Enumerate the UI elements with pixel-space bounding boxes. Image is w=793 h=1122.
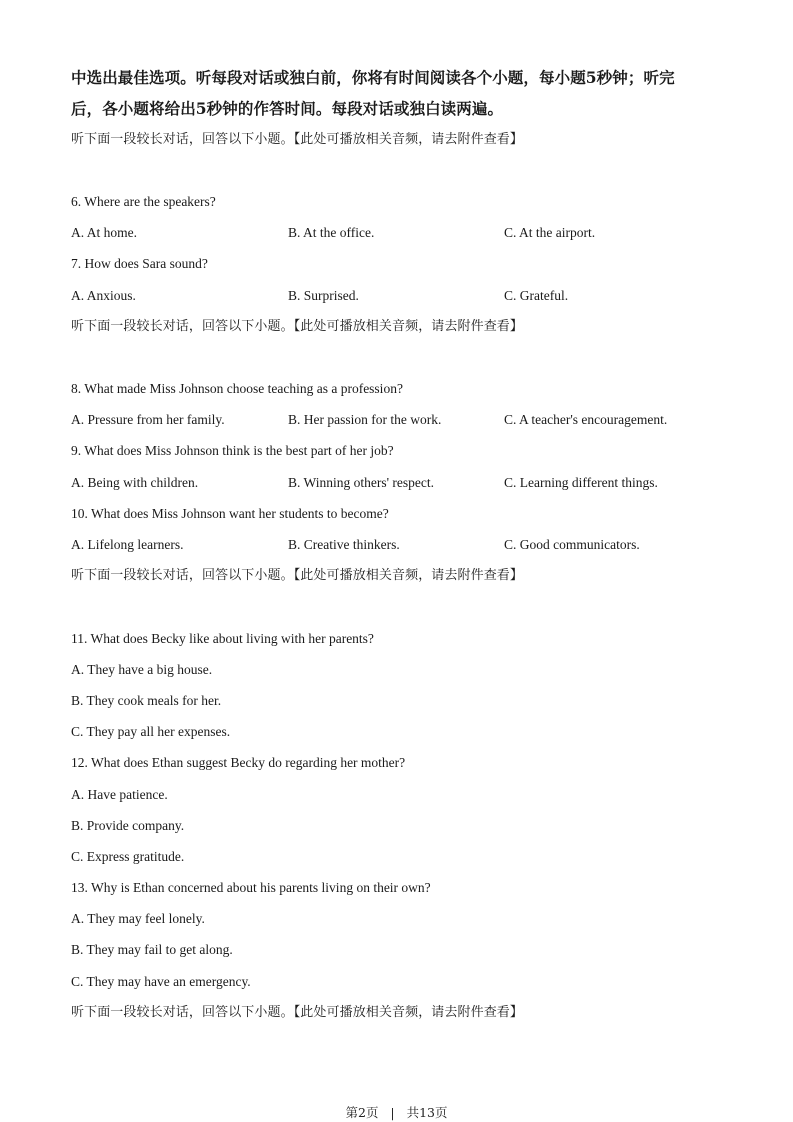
question-10-option-c: C. Good communicators. (504, 537, 640, 552)
question-13-stem: 13. Why is Ethan concerned about his parents living on their own? (71, 880, 431, 895)
audio-note-3: 听下面一段较长对话，回答以下小题。【此处可播放相关音频，请去附件查看】 (71, 568, 524, 583)
instructions-line-1: 中选出最佳选项。听每段对话或独白前，你将有时间阅读各个小题，每小题5秒钟；听完 (71, 68, 675, 87)
question-7-option-a: A. Anxious. (71, 288, 136, 303)
footer-separator: | (390, 1105, 395, 1120)
question-11-stem: 11. What does Becky like about living with her parents? (71, 631, 374, 646)
question-8-stem: 8. What made Miss Johnson choose teaching as a profession? (71, 381, 403, 396)
footer-total-pages: 共13页 (406, 1105, 448, 1120)
question-13-option-c: C. They may have an emergency. (71, 974, 251, 989)
question-12-option-b: B. Provide company. (71, 818, 185, 833)
question-9-stem: 9. What does Miss Johnson think is the best part of her job? (71, 443, 394, 458)
question-6-option-b: B. At the office. (288, 225, 375, 240)
question-8-option-a: A. Pressure from her family. (71, 412, 225, 427)
question-10-option-a: A. Lifelong learners. (71, 537, 184, 552)
question-6-option-c: C. At the airport. (504, 225, 596, 240)
question-10-stem: 10. What does Miss Johnson want her students to become? (71, 506, 389, 521)
question-7-stem: 7. How does Sara sound? (71, 256, 208, 271)
footer-page-number: 第2页 (345, 1105, 379, 1120)
question-12-option-c: C. Express gratitude. (71, 849, 185, 864)
question-12-option-a: A. Have patience. (71, 787, 168, 802)
audio-note-4: 听下面一段较长对话，回答以下小题。【此处可播放相关音频，请去附件查看】 (71, 1005, 524, 1020)
question-11-option-c: C. They pay all her expenses. (71, 724, 231, 739)
question-11-option-b: B. They cook meals for her. (71, 693, 222, 708)
question-8-option-c: C. A teacher's encouragement. (504, 412, 668, 427)
audio-note-1: 听下面一段较长对话，回答以下小题。【此处可播放相关音频，请去附件查看】 (71, 132, 524, 147)
question-10-option-b: B. Creative thinkers. (288, 537, 400, 552)
question-13-option-a: A. They may feel lonely. (71, 911, 205, 926)
page-footer (0, 1103, 793, 1121)
question-6-option-a: A. At home. (71, 225, 137, 240)
audio-note-2: 听下面一段较长对话，回答以下小题。【此处可播放相关音频，请去附件查看】 (71, 319, 524, 334)
instructions-line-2: 后，各小题将给出5秒钟的作答时间。每段对话或独白读两遍。 (71, 99, 504, 118)
question-11-option-a: A. They have a big house. (71, 662, 213, 677)
question-9-option-b: B. Winning others' respect. (288, 475, 434, 490)
question-7-option-b: B. Surprised. (288, 288, 359, 303)
question-12-stem: 12. What does Ethan suggest Becky do regarding her mother? (71, 755, 406, 770)
question-9-option-a: A. Being with children. (71, 475, 199, 490)
question-8-option-b: B. Her passion for the work. (288, 412, 442, 427)
question-6-stem: 6. Where are the speakers? (71, 194, 216, 209)
question-9-option-c: C. Learning different things. (504, 475, 658, 490)
question-7-option-c: C. Grateful. (504, 288, 569, 303)
question-13-option-b: B. They may fail to get along. (71, 942, 233, 957)
